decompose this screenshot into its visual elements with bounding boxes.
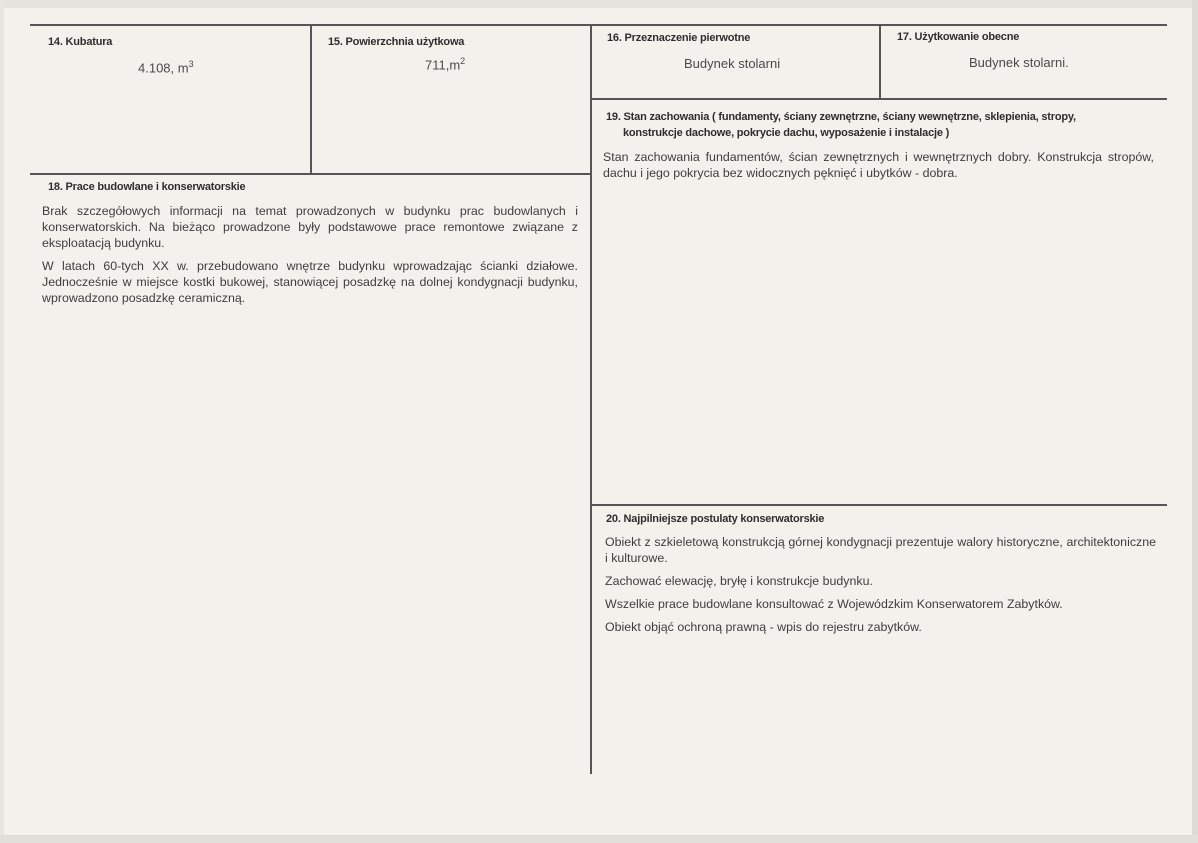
field-18-text — [42, 203, 578, 313]
field-20-text — [605, 534, 1156, 642]
field-15-number: 711,m — [425, 57, 461, 73]
field-16-value: Budynek stolarni — [684, 56, 781, 71]
field-18-paragraph-2: W latach 60-tych XX w. przebudowano wnętrze budynku wprowadzając ścianki działowe. Jednocześnie w miejsce kostki bukowej, stanowiącej posadzkę na dolnej kondygnacji budynku, wprowadzono posadzkę ceramiczną. — [42, 259, 578, 305]
field-20-paragraph-1: Obiekt z szkieletową konstrukcją górnej kondygnacji prezentuje walory historyczne, architektoniczne i kulturowe. — [605, 535, 1156, 565]
divider-16-17 — [879, 24, 881, 99]
top-rule — [30, 24, 1167, 26]
field-14-label: 14. Kubatura — [48, 36, 113, 48]
field-19-label-line1: 19. Stan zachowania ( fundamenty, ściany zewnętrzne, ściany wewnętrzne, sklepienia, stropy, — [606, 111, 1076, 123]
field-20-paragraph-2: Zachować elewację, bryłę i konstrukcje budynku. — [605, 574, 873, 588]
card-edge-left — [0, 0, 4, 843]
field-14-unit-superscript: 3 — [188, 59, 194, 69]
field-18-label: 18. Prace budowlane i konserwatorskie — [48, 181, 246, 193]
field-15-value — [425, 56, 465, 72]
field-17-value: Budynek stolarni. — [969, 55, 1069, 70]
field-20-label: 20. Najpilniejsze postulaty konserwatorskie — [606, 513, 825, 525]
field-16-label: 16. Przeznaczenie pierwotne — [607, 32, 751, 44]
field-17-label: 17. Użytkowanie obecne — [897, 31, 1020, 43]
field-15-label: 15. Powierzchnia użytkowa — [328, 36, 465, 48]
field-18-paragraph-1: Brak szczegółowych informacji na temat prowadzonych w budynku prac budowlanych i konserwatorskich. Na bieżąco prowadzone były podstawowe prace remontowe związane z eksploatacją budynku. — [42, 204, 578, 250]
field-19-label-line2: konstrukcje dachowe, pokrycie dachu, wyposażenie i instalacje ) — [623, 127, 950, 139]
main-divider — [590, 24, 592, 774]
field-20-paragraph-3: Wszelkie prace budowlane konsultować z Wojewódzkim Konserwatorem Zabytków. — [605, 597, 1063, 611]
card-edge-top — [0, 0, 1198, 8]
field-19-text — [603, 149, 1154, 188]
field-20-paragraph-4: Obiekt objąć ochroną prawną - wpis do rejestru zabytków. — [605, 620, 922, 634]
field-19-paragraph: Stan zachowania fundamentów, ścian zewnętrznych i wewnętrznych dobry. Konstrukcja stropów, dachu i jego pokrycia bez widocznych pęknięć i ubytków - dobra. — [603, 150, 1154, 180]
card-edge-right — [1192, 0, 1198, 843]
card-edge-bottom — [0, 835, 1198, 843]
divider-14-15 — [310, 24, 312, 174]
field-14-value — [138, 59, 194, 75]
field-14-number: 4.108, m — [138, 60, 189, 76]
rule-above-20 — [591, 504, 1167, 506]
field-15-unit-superscript: 2 — [460, 56, 466, 66]
